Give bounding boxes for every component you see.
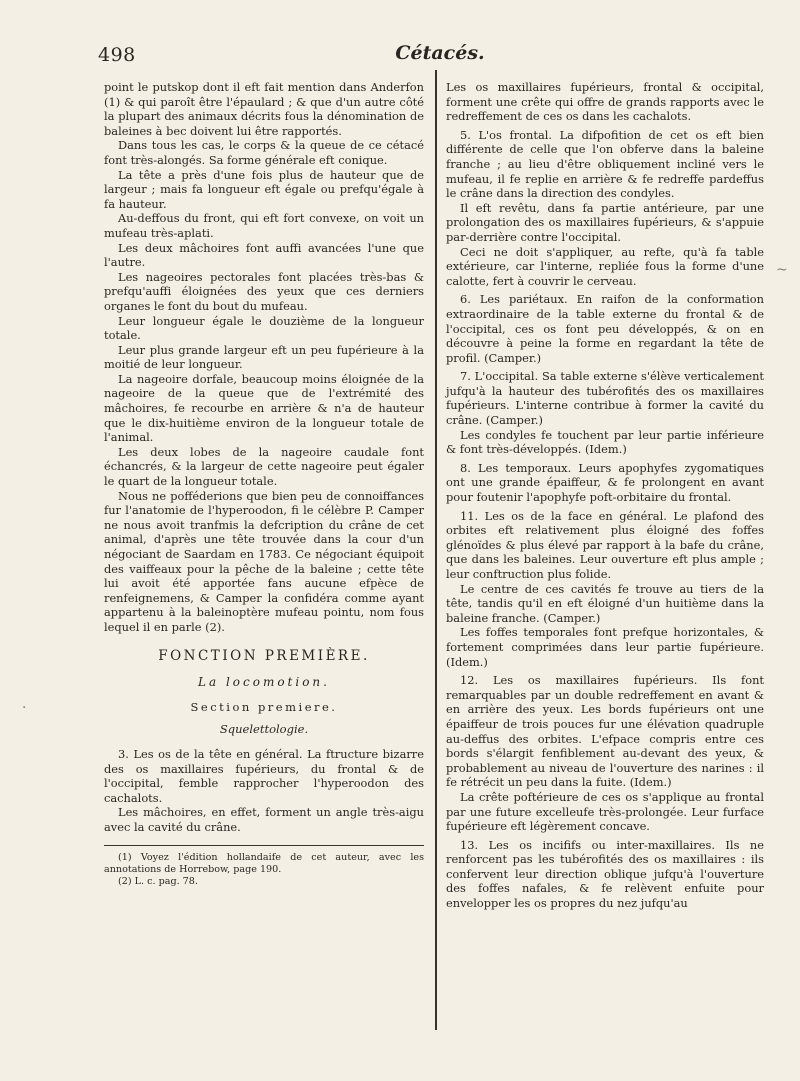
paragraph: Les nageoires pectorales font placées très-bas & prefqu'auffi éloignées des yeux que ces derniers organes le font du bout du mufeau. bbox=[104, 269, 424, 313]
section-subtitle: Squelettologie. bbox=[219, 722, 309, 737]
paragraph: 7. L'occipital. Sa table externe s'élève verticalement jufqu'à la hauteur des tubérofités des os maxillaires fupérieurs. L'interne contribue à former la cavité du crâne. (Camper.) bbox=[446, 369, 764, 428]
paragraph: Les condyles fe touchent par leur partie inférieure & font très-développés. (Idem.) bbox=[446, 427, 764, 457]
paragraph: Dans tous les cas, le corps & la queue de ce cétacé font très-alongés. Sa forme générale eft conique. bbox=[104, 138, 424, 167]
paragraph: Leur plus grande largeur eft un peu fupérieure à la moitié de leur longueur. bbox=[104, 342, 424, 372]
paragraph: 5. L'os frontal. La difpofition de cet os eft bien différente de celle que l'on obferve dans la baleine franche ; au lieu d'être obliquement incliné vers le mufeau, il fe replie en arrière & fe redreffe pardeffus le crâne dans la direction des condyles. bbox=[446, 127, 764, 201]
running-title: Cétacés. bbox=[395, 42, 485, 64]
paragraph: 8. Les temporaux. Leurs apophyfes zygomatiques ont une grande épaiffeur, & fe prolongent en avant pour foutenir l'apophyfe poft-orbitaire du frontal. bbox=[446, 460, 764, 505]
paragraph: 12. Les os maxillaires fupérieurs. Ils font remarquables par un double redreffement en avant & en arrière des yeux. Les bords fupérieurs ont une épaiffeur de trois pouces fur une élévation quadruple au-deffus des orbites. L'efpace compris entre ces bords s'élargit fenfiblement au-devant des yeux, & probablement au niveau de l'ouverture des narines : il fe rétrécit un peu dans la fuite. (Idem.) bbox=[446, 673, 764, 790]
paragraph: La nageoire dorfale, beaucoup moins éloignée de la nageoire de la queue que de l'extrémité des mâchoires, fe recourbe en arrière & n'a de hauteur que le dix-huitième environ de la longueur totale de l'animal. bbox=[104, 371, 424, 445]
footnote-rule bbox=[104, 845, 424, 846]
paragraph: Nous ne pofféderions que bien peu de connoiffances fur l'anatomie de l'hyperoodon, fi le célèbre P. Camper ne nous avoit tranfmis la defcription du crâne de cet animal, d'après une tête trouvée dans la cour d'un négociant de Saardam en 1783. Ce négociant équipoit des vaiffeaux pour la pêche de la baleine ; cette tête lui avoit été apportée fans aucune efpèce de renfeignemens, & Camper la confidéra comme ayant appartenu à la baleinoptère mufeau pointu, nom fous lequel il en parle (2). bbox=[104, 488, 424, 634]
paragraph: Ceci ne doit s'appliquer, au refte, qu'à fa table extérieure, car l'interne, repliée fous la forme d'une calotte, fert à couvrir le cerveau. bbox=[446, 244, 764, 288]
paragraph: Les deux lobes de la nageoire caudale font échancrés, & la largeur de cette nageoire peut égaler le quart de la longueur totale. bbox=[104, 444, 424, 489]
paragraph: 3. Les os de la tête en général. La ftructure bizarre des os maxillaires fupérieurs, du frontal & de l'occipital, femble rapprocher l'hyperoodon des cachalots. bbox=[104, 746, 424, 805]
paragraph: Au-deffous du front, qui eft fort convexe, on voit un mufeau très-aplati. bbox=[104, 211, 424, 240]
footnote: (1) Voyez l'édition hollandaife de cet auteur, avec les annotations de Horrebow, page 190. bbox=[104, 851, 424, 875]
footnote: (2) L. c. pag. 78. bbox=[118, 875, 198, 887]
paragraph: 13. Les os incififs ou inter-maxillaires. Ils ne renforcent pas les tubérofités des os maxillaires : ils confervent leur direction oblique jufqu'à l'ouverture des foffes nafales, & fe relèvent enfuite pour envelopper les os propres du nez jufqu'au bbox=[446, 837, 764, 911]
paragraph: 11. Les os de la face en général. Le plafond des orbites eft relativement plus éloigné des foffes glénoïdes & plus élevé par rapport à la bafe du crâne, que dans les baleines. Leur ouverture eft plus ample ; leur conftruction plus folide. bbox=[446, 508, 764, 581]
paragraph: Le centre de ces cavités fe trouve au tiers de la tête, tandis qu'il en eft éloigné d'un huitième dans la baleine franche. (Camper.) bbox=[446, 581, 764, 625]
paragraph: Les deux mâchoires font auffi avancées l'une que l'autre. bbox=[104, 240, 424, 270]
paragraph: La crête poftérieure de ces os s'applique au frontal par une future excelleufe très-prolongée. Leur furface fupérieure eft légèrement concave. bbox=[446, 789, 764, 834]
right-column bbox=[446, 80, 764, 911]
column-divider bbox=[435, 70, 437, 1030]
margin-mark: ~ bbox=[776, 262, 788, 278]
subsection-heading: La locomotion. bbox=[198, 675, 330, 690]
paragraph: Les foffes temporales font prefque horizontales, & fortement comprimées dans leur partie fupérieure. (Idem.) bbox=[446, 625, 764, 669]
paragraph: point le putskop dont il eft fait mention dans Anderfon (1) & qui paroît être l'épaulard ; & que d'un autre côté la plupart des animaux décrits fous la dénomination de baleines à bec doivent lui être rapportés. bbox=[104, 80, 424, 138]
paragraph: Les os maxillaires fupérieurs, frontal & occipital, forment une crête qui offre de grands rapports avec le redreffement de ces os dans les cachalots. bbox=[446, 80, 764, 124]
paragraph: La tête a près d'une fois plus de hauteur que de largeur ; mais fa longueur eft égale ou prefqu'égale à fa hauteur. bbox=[104, 167, 424, 211]
paragraph: Leur longueur égale le douzième de la longueur totale. bbox=[104, 313, 424, 343]
paragraph: Il eft revêtu, dans fa partie antérieure, par une prolongation des os maxillaires fupérieurs, & s'appuie par-derrière contre l'occipital. bbox=[446, 200, 764, 244]
left-column bbox=[104, 80, 424, 888]
paragraph: Les mâchoires, en effet, forment un angle très-aigu avec la cavité du crâne. bbox=[104, 805, 424, 834]
section-title: Section premiere. bbox=[190, 699, 338, 714]
page-number: 498 bbox=[98, 44, 136, 66]
margin-mark: · bbox=[22, 700, 27, 716]
paragraph: 6. Les pariétaux. En raifon de la conformation extraordinaire de la table externe du frontal & de l'occipital, ces os font peu développés, & on en découvre à peine la forme en regardant la tête de profil. (Camper.) bbox=[446, 292, 764, 365]
section-heading: FONCTION PREMIÈRE. bbox=[158, 647, 370, 664]
